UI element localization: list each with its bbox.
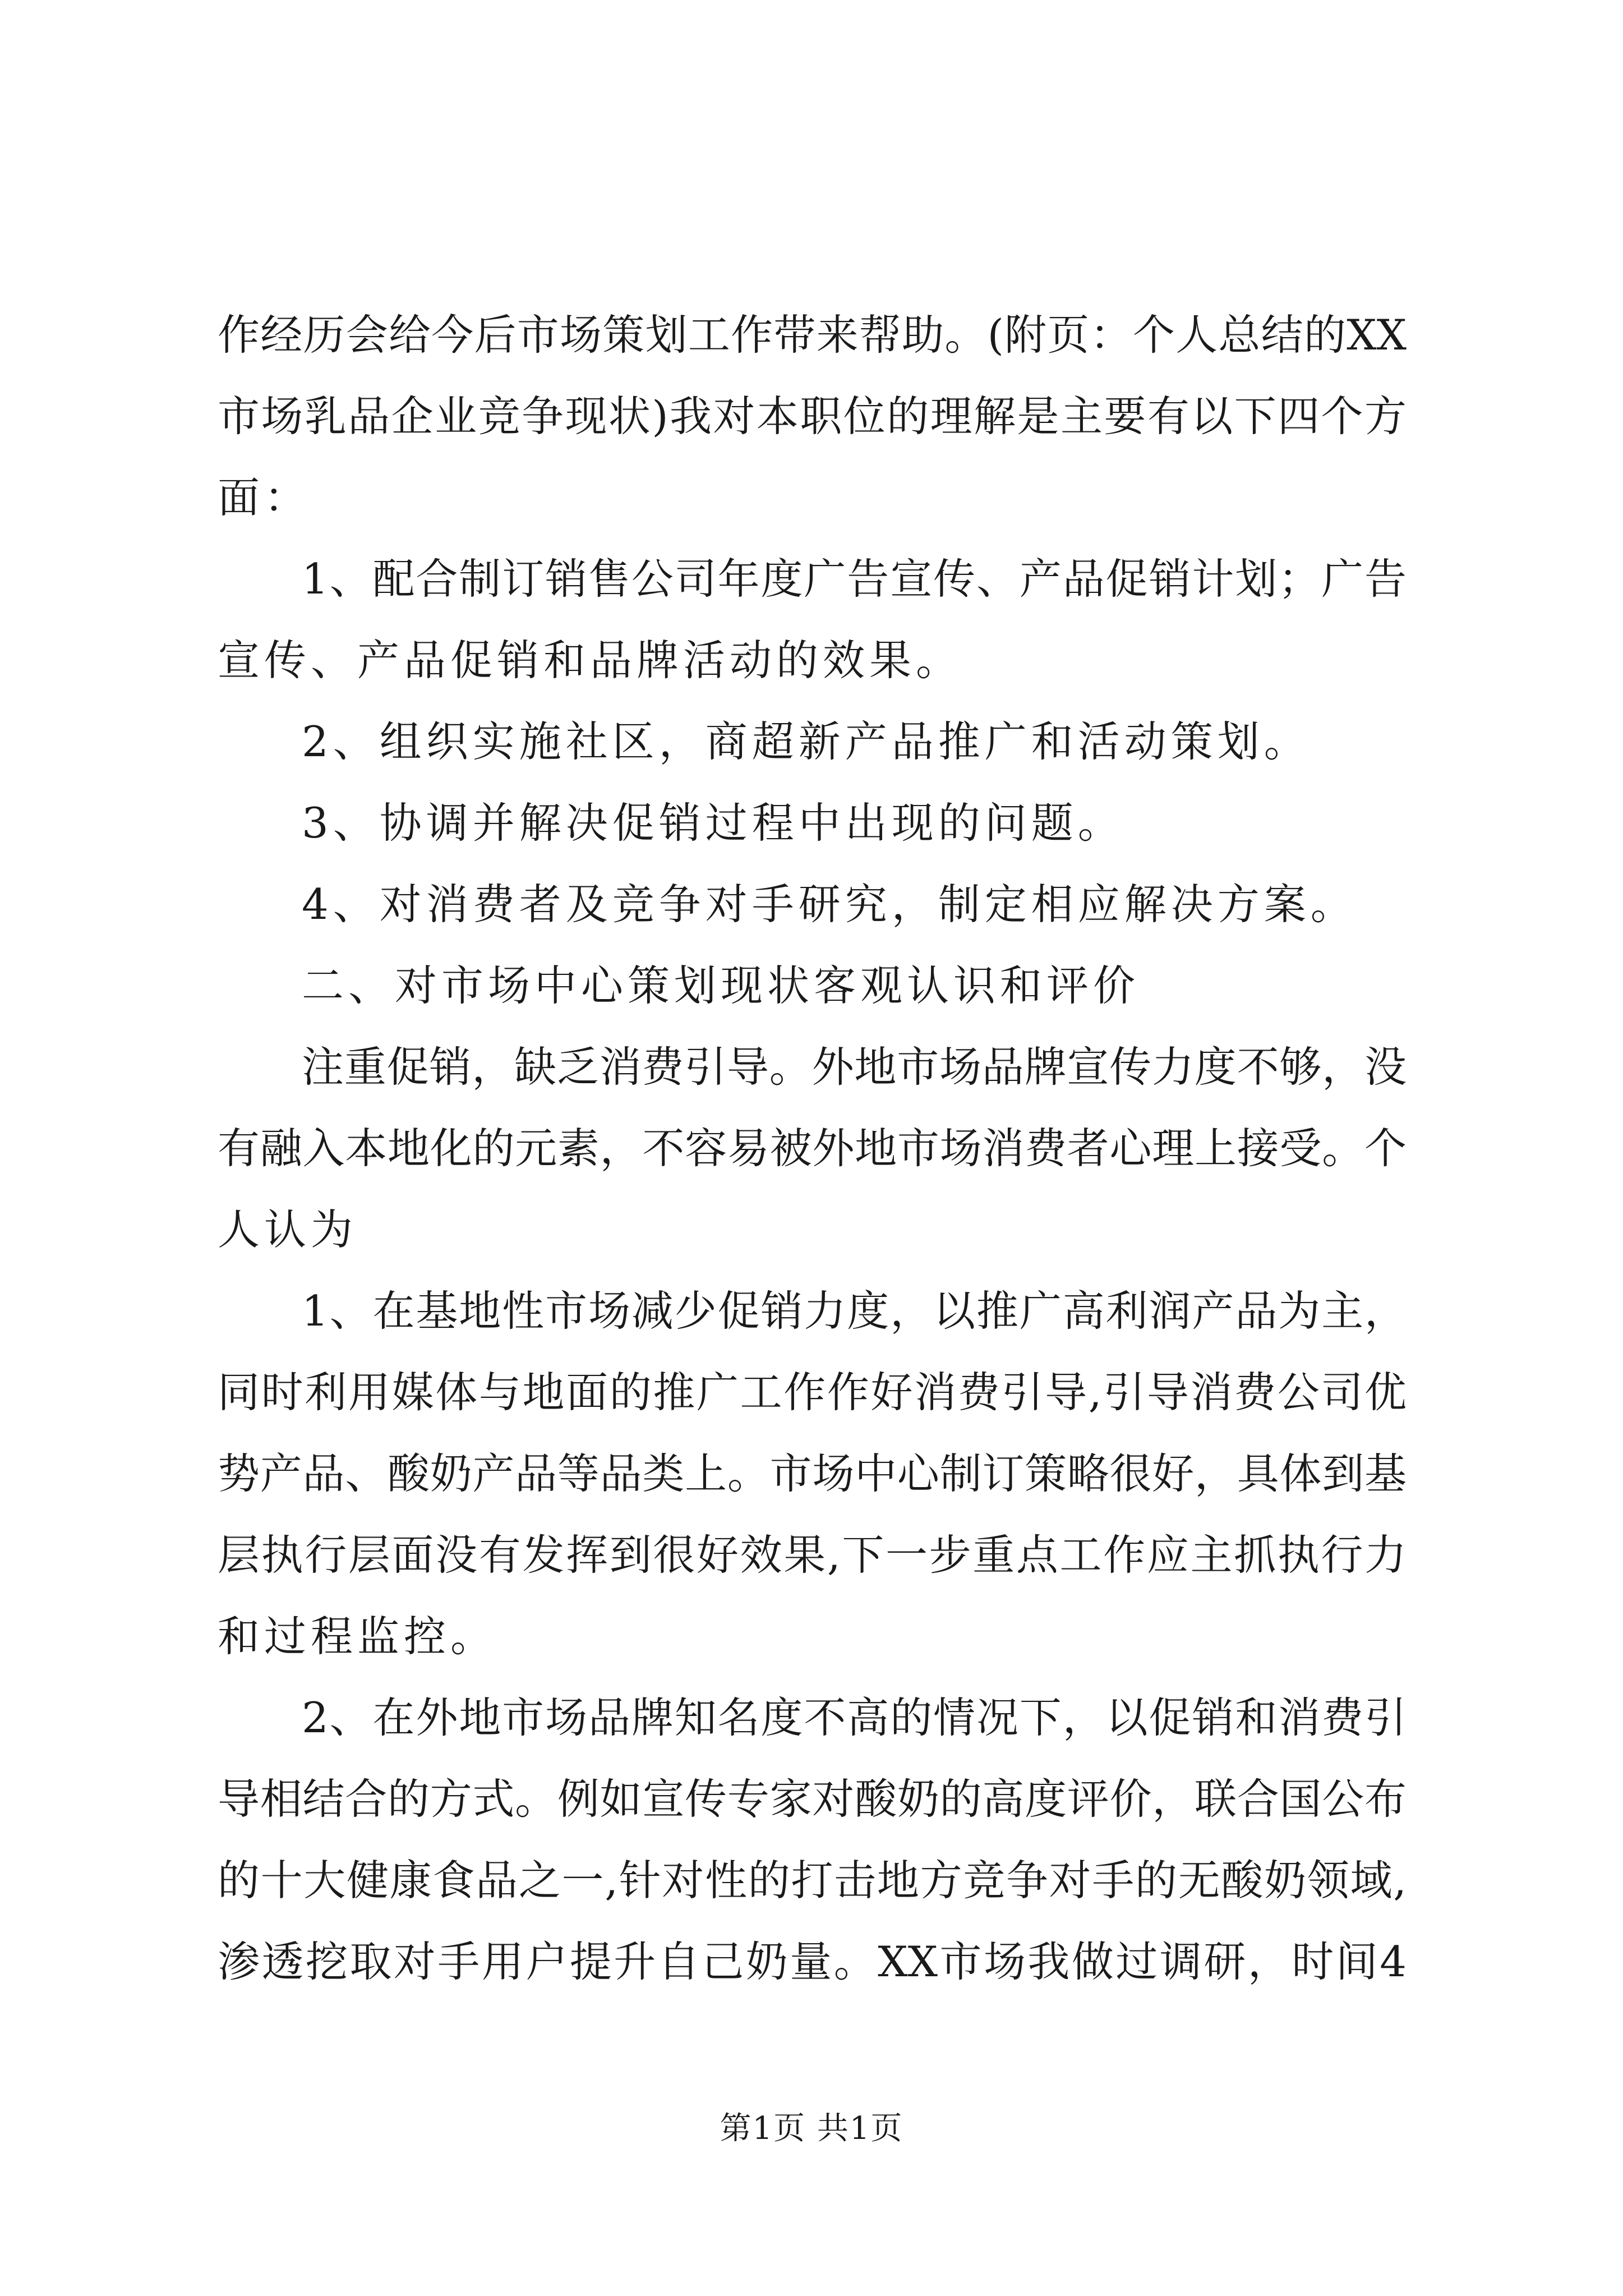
- text-line: 市场乳品企业竞争现状)我对本职位的理解是主要有以下四个方: [218, 392, 1407, 441]
- text-line: 2、在外地市场品牌知名度不高的情况下，以促销和消费引: [302, 1693, 1407, 1742]
- text-line: 宣传、产品促销和品牌活动的效果。: [218, 636, 963, 685]
- text-line: 3、协调并解决促销过程中出现的问题。: [302, 798, 1124, 848]
- text-line: 注重促销，缺乏消费引导。外地市场品牌宣传力度不够，没: [302, 1042, 1407, 1092]
- section-heading: 二、对市场中心策划现状客观认识和评价: [302, 961, 1140, 1010]
- text-line: 2、组织实施社区，商超新产品推广和活动策划。: [302, 717, 1311, 766]
- text-line: 1、在基地性市场减少促销力度，以推广高利润产品为主，: [302, 1286, 1407, 1336]
- text-line: 导相结合的方式。例如宣传专家对酸奶的高度评价，联合国公布: [218, 1774, 1407, 1824]
- text-line: 渗透挖取对手用户提升自己奶量。XX市场我做过调研，时间4: [218, 1937, 1407, 1986]
- text-line: 层执行层面没有发挥到很好效果,下一步重点工作应主抓执行力: [218, 1530, 1407, 1580]
- document-body: [218, 295, 1407, 2003]
- text-line: 作经历会给今后市场策划工作带来帮助。(附页：个人总结的XX: [218, 310, 1407, 360]
- text-line: 同时利用媒体与地面的推广工作作好消费引导,引导消费公司优: [218, 1368, 1407, 1417]
- text-line: 势产品、酸奶产品等品类上。市场中心制订策略很好，具体到基: [218, 1449, 1407, 1498]
- text-line: 有融入本地化的元素，不容易被外地市场消费者心理上接受。个: [218, 1124, 1407, 1173]
- text-line: 1、配合制订销售公司年度广告宣传、产品促销计划；广告: [302, 554, 1407, 604]
- text-line: 4、对消费者及竞争对手研究，制定相应解决方案。: [302, 880, 1357, 929]
- text-line: 人认为: [218, 1205, 358, 1254]
- text-line: 面：: [218, 473, 311, 522]
- text-line: 和过程监控。: [218, 1612, 497, 1661]
- page-number-footer: 第1页 共1页: [720, 2110, 903, 2147]
- text-line: 的十大健康食品之一,针对性的打击地方竞争对手的无酸奶领域,: [218, 1856, 1407, 1905]
